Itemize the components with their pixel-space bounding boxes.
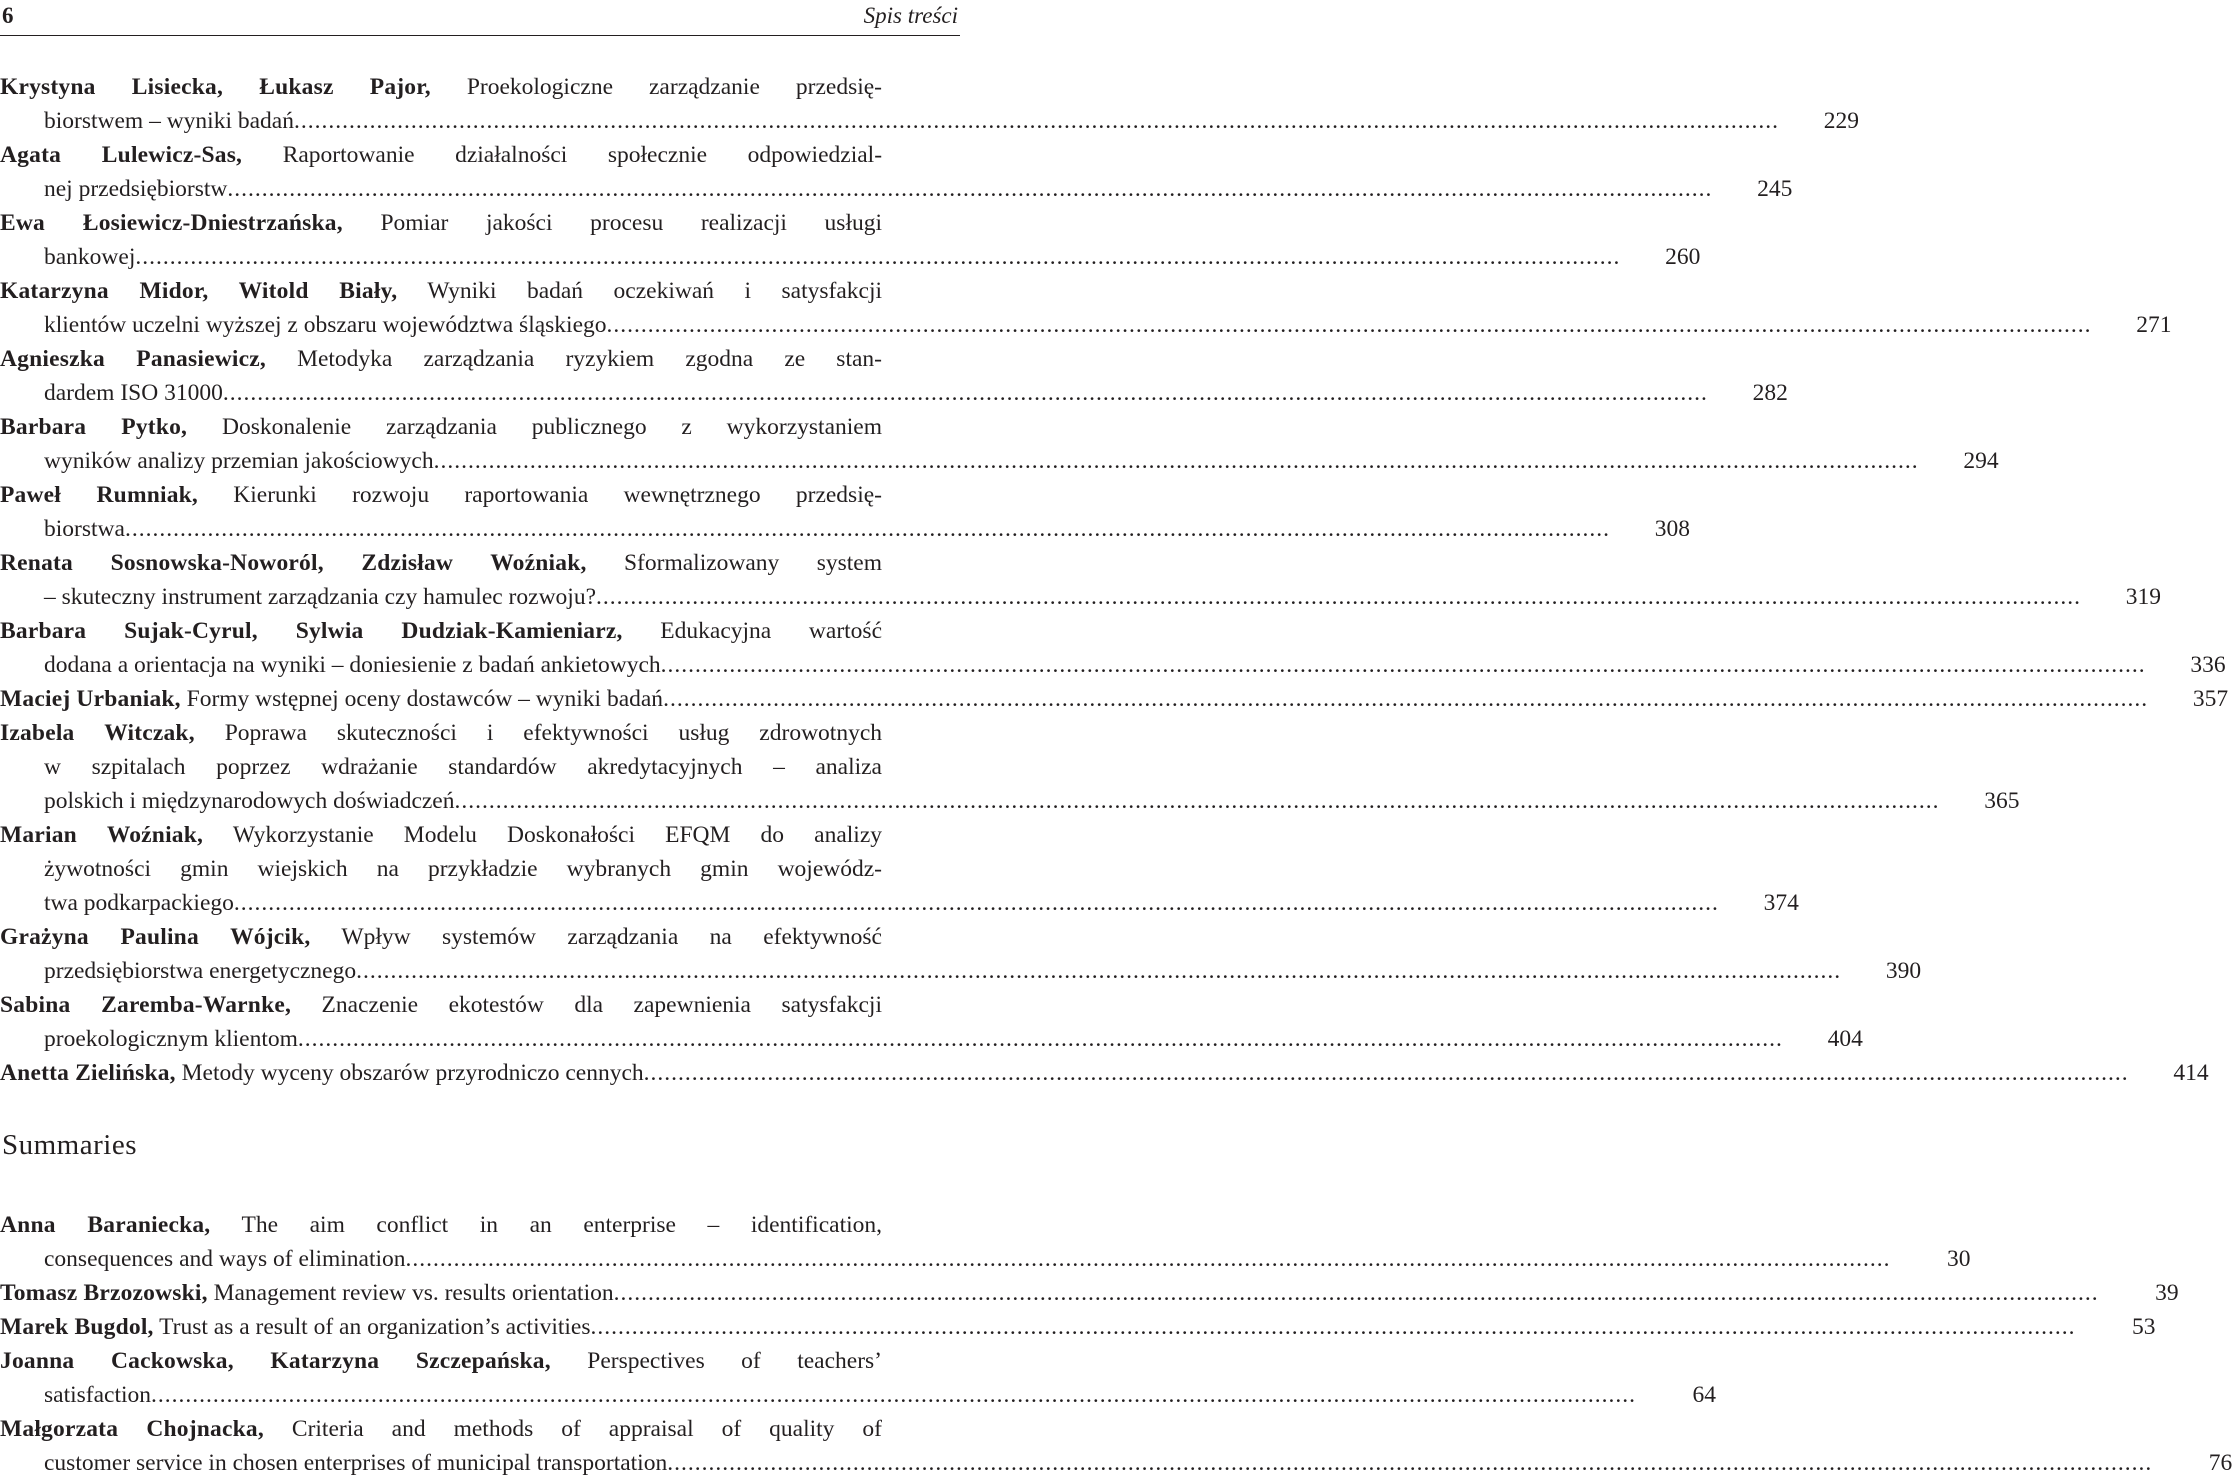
entry-title-line: Trust as a result of an organization’s activities	[159, 1314, 591, 1340]
entry-title-line: Wykorzystanie Modelu Doskonałości EFQM do analizy	[232, 822, 883, 848]
toc-entry	[0, 1208, 1971, 1276]
entry-title-line: dodana a orientacja na wyniki – doniesienie z badań ankietowych	[44, 652, 661, 678]
entry-authors: Renata Sosnowska-Noworól, Zdzisław Woźniak,	[0, 550, 587, 576]
entry-page-number: 319	[2125, 584, 2161, 610]
entry-title-line: Criteria and methods of appraisal of quality of	[291, 1416, 882, 1442]
entry-title-line: bankowej	[44, 244, 136, 270]
toc-entry	[0, 614, 2226, 682]
entry-authors: Maciej Urbaniak,	[0, 686, 181, 712]
entry-title-line: proekologicznym klientom	[44, 1026, 298, 1052]
entry-page-number: 271	[2136, 312, 2172, 338]
dot-leader	[227, 172, 1712, 206]
toc-entry	[0, 920, 1922, 988]
entry-title-line: dardem ISO 31000	[44, 380, 223, 406]
dot-leader	[661, 648, 2146, 682]
page-number: 6	[2, 3, 14, 28]
dot-leader	[223, 376, 1708, 410]
dot-leader	[356, 954, 1841, 988]
toc-entry	[0, 1310, 2156, 1344]
toc-entry	[0, 478, 1690, 546]
toc-entry	[0, 546, 2161, 614]
toc-entry	[0, 1412, 2232, 1480]
dot-leader	[298, 1022, 1783, 1056]
entry-page-number: 30	[1947, 1246, 1971, 1272]
dot-leader	[434, 444, 1919, 478]
toc-entry	[0, 818, 1799, 920]
entry-page-number: 282	[1752, 380, 1788, 406]
entry-authors: Agata Lulewicz-Sas,	[0, 142, 243, 168]
entry-authors: Anetta Zielińska,	[0, 1060, 176, 1086]
entry-title-line: The aim conflict in an enterprise – identification,	[241, 1212, 883, 1238]
dot-leader	[644, 1056, 2129, 1090]
entry-page-number: 260	[1665, 244, 1701, 270]
entry-title-line: – skuteczny instrument zarządzania czy hamulec rozwoju?	[44, 584, 596, 610]
dot-leader	[294, 104, 1779, 138]
entry-title-line: Poprawa skuteczności i efektywności usług zdrowotnych	[224, 720, 882, 746]
header-rule	[0, 35, 960, 36]
entry-authors: Joanna Cackowska, Katarzyna Szczepańska,	[0, 1348, 551, 1374]
entry-authors: Marian Woźniak,	[0, 822, 204, 848]
entry-authors: Agnieszka Panasiewicz,	[0, 346, 266, 372]
toc-entry	[0, 138, 1793, 206]
dot-leader	[125, 512, 1610, 546]
entry-title-line: satisfaction	[44, 1382, 152, 1408]
page-header	[0, 0, 960, 30]
dot-leader	[135, 240, 1620, 274]
entry-authors: Grażyna Paulina Wójcik,	[0, 924, 311, 950]
summaries-list	[0, 1208, 2232, 1480]
entry-title-line: consequences and ways of elimination	[44, 1246, 406, 1272]
entry-title-line: Znaczenie ekotestów dla zapewnienia satysfakcji	[321, 992, 882, 1018]
toc-entry	[0, 1056, 2209, 1090]
entry-title-line: Metody wyceny obszarów przyrodniczo cennych	[181, 1060, 644, 1086]
entry-authors: Barbara Pytko,	[0, 414, 188, 440]
entry-page-number: 245	[1757, 176, 1793, 202]
entry-title-line: Kierunki rozwoju raportowania wewnętrznego przedsię-	[233, 482, 882, 508]
entry-page-number: 229	[1823, 108, 1859, 134]
dot-leader	[454, 784, 1939, 818]
entry-authors: Małgorzata Chojnacka,	[0, 1416, 264, 1442]
toc-entry	[0, 274, 2172, 342]
entry-title-line: twa podkarpackiego	[44, 890, 234, 916]
entry-authors: Marek Bugdol,	[0, 1314, 154, 1340]
entry-title-line: Metodyka zarządzania ryzykiem zgodna ze stan-	[297, 346, 882, 372]
entry-page-number: 414	[2173, 1060, 2209, 1086]
entry-authors: Tomasz Brzozowski,	[0, 1280, 208, 1306]
toc-entry	[0, 206, 1701, 274]
entry-title-line: Raportowanie działalności społecznie odpowiedzial-	[282, 142, 883, 168]
entry-title-line: customer service in chosen enterprises of municipal transportation	[44, 1450, 668, 1476]
entry-title-line: w szpitalach poprzez wdrażanie standardów akredytacyjnych – analiza	[44, 754, 882, 780]
dot-leader	[591, 1310, 2076, 1344]
dot-leader	[607, 308, 2092, 342]
entry-page-number: 404	[1827, 1026, 1863, 1052]
toc-entry	[0, 1344, 1717, 1412]
toc-entry	[0, 1276, 2179, 1310]
entry-page-number: 294	[1963, 448, 1999, 474]
running-head: Spis treści	[863, 3, 958, 28]
dot-leader	[663, 682, 2148, 716]
entry-page-number: 39	[2155, 1280, 2179, 1306]
entry-title-line: wyników analizy przemian jakościowych	[44, 448, 434, 474]
toc-entry	[0, 342, 1788, 410]
entry-title-line: Wyniki badań oczekiwań i satysfakcji	[427, 278, 882, 304]
entry-title-line: Doskonalenie zarządzania publicznego z wykorzystaniem	[221, 414, 883, 440]
entry-page-number: 336	[2190, 652, 2226, 678]
entry-title-line: klientów uczelni wyższej z obszaru województwa śląskiego	[44, 312, 607, 338]
entry-page-number: 76	[2208, 1450, 2232, 1476]
entry-authors: Anna Baraniecka,	[0, 1212, 211, 1238]
dot-leader	[596, 580, 2081, 614]
entry-title-line: Proekologiczne zarządzanie przedsię-	[466, 74, 882, 100]
entry-authors: Katarzyna Midor, Witold Biały,	[0, 278, 398, 304]
entry-authors: Paweł Rumniak,	[0, 482, 199, 508]
dot-leader	[406, 1242, 1891, 1276]
entry-page-number: 64	[1692, 1382, 1717, 1408]
entry-title-line: nej przedsiębiorstw	[44, 176, 228, 202]
entry-authors: Barbara Sujak-Cyrul, Sylwia Dudziak-Kamieniarz,	[0, 618, 623, 644]
toc-list	[0, 70, 2229, 1090]
toc-entry	[0, 988, 1863, 1056]
entry-title-line: biorstwem – wyniki badań	[44, 108, 294, 134]
toc-entry	[0, 410, 1999, 478]
entry-title-line: Edukacyjna wartość	[660, 618, 883, 644]
toc-entry	[0, 716, 2020, 818]
entry-title-line: żywotności gmin wiejskich na przykładzie wybranych gmin wojewódz-	[44, 856, 882, 882]
dot-leader	[151, 1378, 1636, 1412]
entry-title-line: biorstwa	[44, 516, 125, 542]
dot-leader	[614, 1276, 2099, 1310]
entry-page-number: 357	[2192, 686, 2229, 712]
entry-page-number: 308	[1654, 516, 1690, 542]
entry-authors: Krystyna Lisiecka, Łukasz Pajor,	[0, 74, 431, 100]
toc-entry	[0, 70, 1859, 138]
entry-authors: Sabina Zaremba-Warnke,	[0, 992, 292, 1018]
entry-page-number: 374	[1763, 890, 1799, 916]
entry-title-line: Wpływ systemów zarządzania na efektywność	[341, 924, 882, 950]
entry-title-line: Pomiar jakości procesu realizacji usługi	[380, 210, 883, 236]
entry-title-line: polskich i międzynarodowych doświadczeń	[44, 788, 455, 814]
entry-page-number: 365	[1984, 788, 2020, 814]
dot-leader	[234, 886, 1719, 920]
entry-title-line: Formy wstępnej oceny dostawców – wyniki badań	[186, 686, 664, 712]
entry-title-line: przedsiębiorstwa energetycznego	[44, 958, 357, 984]
entry-title-line: Sformalizowany system	[623, 550, 882, 576]
toc-entry	[0, 682, 2229, 716]
entry-authors: Ewa Łosiewicz-Dniestrzańska,	[0, 210, 343, 236]
entry-title-line: Perspectives of teachers’	[587, 1348, 882, 1374]
summaries-heading: Summaries	[2, 1129, 137, 1161]
entry-title-line: Management review vs. results orientation	[213, 1280, 614, 1306]
entry-page-number: 53	[2132, 1314, 2156, 1340]
dot-leader	[667, 1446, 2152, 1480]
entry-page-number: 390	[1885, 958, 1922, 984]
entry-authors: Izabela Witczak,	[0, 720, 195, 746]
